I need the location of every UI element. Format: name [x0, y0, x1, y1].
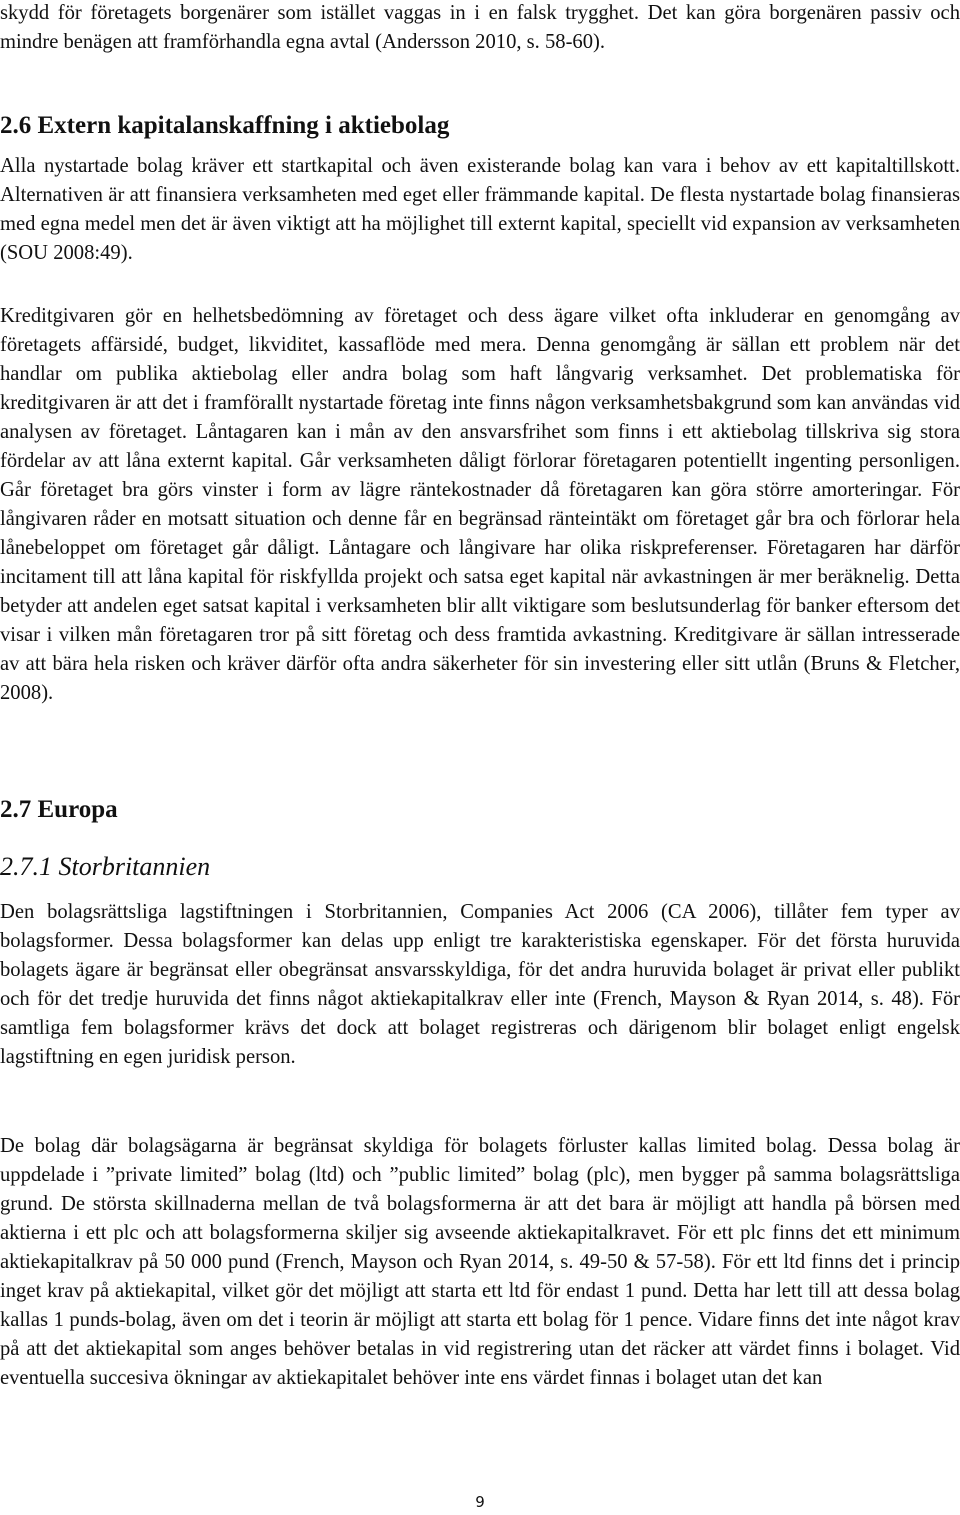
section-2-6-paragraph-2: Kreditgivaren gör en helhetsbedömning av företaget och dess ägare vilket ofta inkluderar en genomgång av företagets affärsidé, budget, likviditet, kassaflöde med mera. Denna genomgång är sällan ett problem när det handlar om publika aktiebolag eller andra bolag som haft långvarig verksamhet. Det problematiska för kreditgivaren är att det i framförallt nystartade företag inte finns någon verksamhetsbakgrund som kan användas vid analysen av företaget. Låntagaren kan i mån av den ansvarsfrihet som finns i ett aktiebolag tillskriva sig stora fördelar av att låna externt kapital. Går verksamheten dåligt förlorar företagaren potentiellt ingenting personligen. Går företaget bra görs vinster i form av lägre räntekostnader då företagaren kan göra större amorteringar. För långivaren råder en motsatt situation och denne får en begränsad ränteintäkt om företaget går bra och förlorar hela lånebeloppet om företaget går dåligt. Låntagare och långivare har olika riskpreferenser. Företagaren har därför incitament till att låna kapital för riskfyllda projekt och satsa eget kapital när avkastningen är mer beräknelig. Detta betyder att andelen eget satsat kapital i verksamheten blir allt viktigare som beslutsunderlag för banker eftersom det visar i vilken mån företagaren tror på sitt företag och dess framtida avkastning. Kreditgivare är sällan intresserade av att bära hela risken och kräver därför ofta andra säkerheter för sin investering eller sitt utlån (Bruns & Fletcher, 2008). [0, 305, 960, 704]
section-2-7-1-paragraph-2: De bolag där bolagsägarna är begränsat skyldiga för bolagets förluster kallas limited bolag. Dessa bolag är uppdelade i ”private limited” bolag (ltd) och ”public limited” bolag (plc), men bygger på samma bolagsrättsliga grund. De största skillnaderna mellan de två bolagsformerna är att det bara är möjligt att handla på börsen med aktierna i ett plc och att bolagsformerna skiljer sig avseende aktiekapitalkravet. För ett plc finns det ett minimum aktiekapitalkrav på 50 000 pund (French, Mayson och Ryan 2014, s. 49-50 & 57-58). För ett ltd finns det i princip inget krav på aktiekapital, vilket gör det möjligt att starta ett ltd för endast 1 pund. Detta har lett till att dessa bolag kallas 1 punds-bolag, även om det i teorin är möjligt att starta ett bolag för 1 pence. Vidare finns det inte något krav på att det aktiekapital som anges behöver betalas in vid registrering utan det räcker att värdet finns i bolaget. Vid eventuella succesiva ökningar av aktiekapitalet behöver inte ens värdet finnas i bolaget utan det kan [0, 1135, 960, 1389]
subsection-heading-2-7-1: 2.7.1 Storbritannien [0, 852, 211, 881]
section-heading-2-6: 2.6 Extern kapitalanskaffning i aktiebolag [0, 112, 450, 139]
section-2-6-paragraph-1: Alla nystartade bolag kräver ett startkapital och även existerande bolag kan vara i behov av ett kapitaltillskott. Alternativen är att finansiera verksamheten med eget eller främmande kapital. De flesta nystartade bolag finansieras med egna medel men det är även viktigt att ha möjlighet till externt kapital, speciellt vid expansion av verksamheten (SOU 2008:49). [0, 155, 960, 264]
section-2-7-1-paragraph-1: Den bolagsrättsliga lagstiftningen i Storbritannien, Companies Act 2006 (CA 2006), tillåter fem typer av bolagsformer. Dessa bolagsformer kan delas upp enligt tre karakteristiska egenskaper. För det första huruvida bolagets ägare är begränsat eller obegränsat ansvarsskyldiga, för det andra huruvida bolaget är privat eller publikt och för det tredje huruvida det finns något aktiekapitalkrav eller inte (French, Mayson & Ryan 2014, s. 48). För samtliga fem bolagsformer krävs det dock att bolaget registreras och därigenom blir bolaget enligt engelsk lagstiftning en egen juridisk person. [0, 901, 960, 1068]
section-heading-2-7: 2.7 Europa [0, 796, 118, 823]
continued-paragraph: skydd för företagets borgenärer som istället vaggas in i en falsk trygghet. Det kan göra borgenären passiv och mindre benägen att framförhandla egna avtal (Andersson 2010, s. 58-60). [0, 2, 960, 53]
page-number: 9 [475, 1493, 485, 1511]
